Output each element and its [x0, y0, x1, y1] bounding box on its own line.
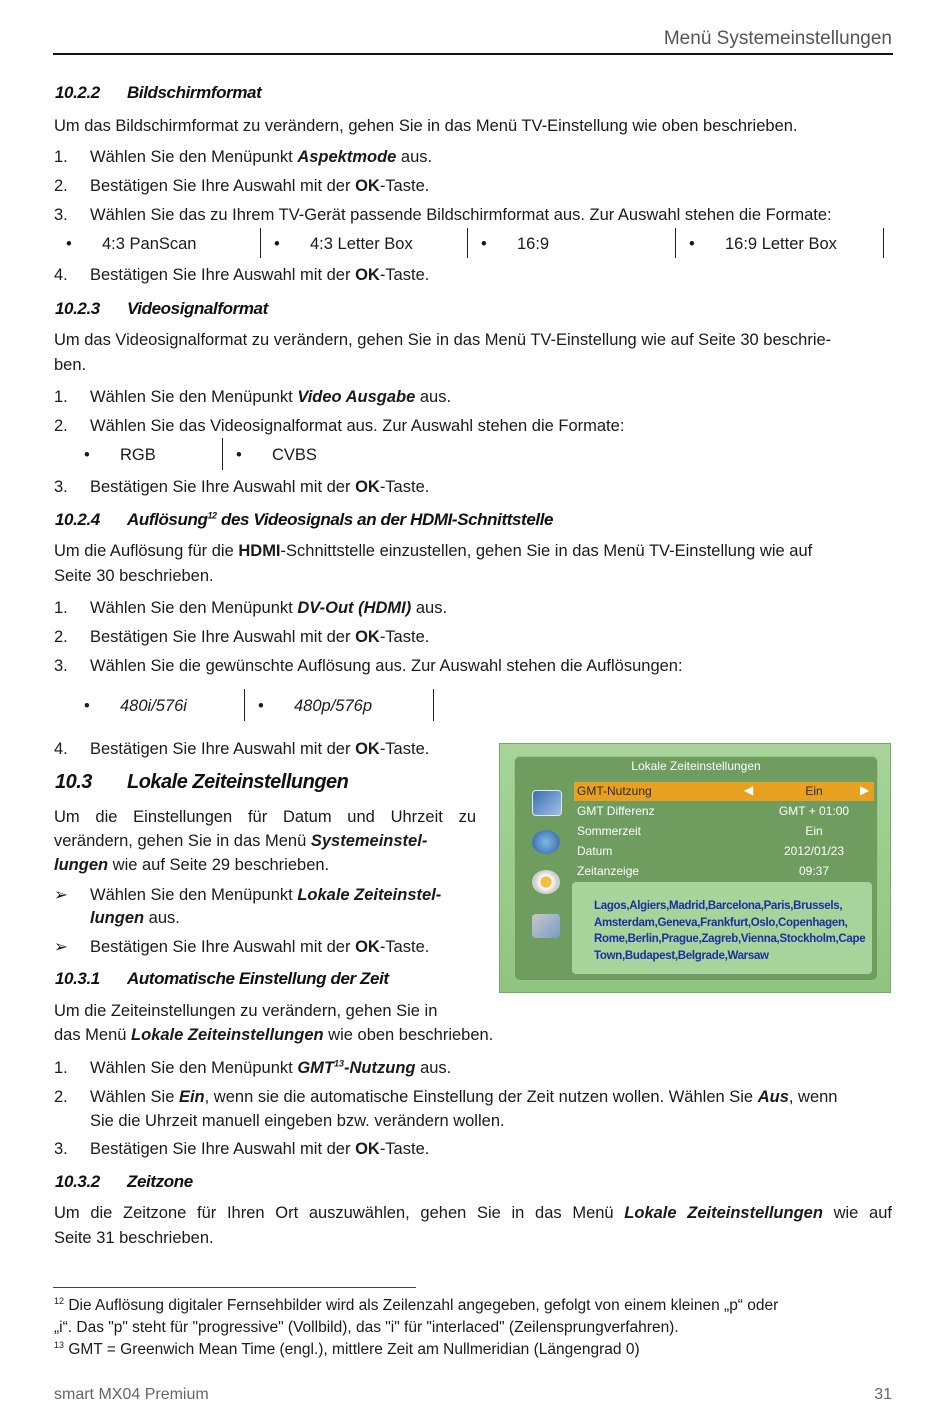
option-label: 480p/576p [294, 697, 372, 715]
header-rule [53, 53, 893, 55]
heading-10-2-2: 10.2.2 Bildschirmformat [55, 83, 262, 102]
globe-icon [532, 830, 560, 854]
tv-menu-screenshot [499, 743, 891, 993]
list-item: 3. Wählen Sie die gewünschte Auflösung aus. Zur Auswahl stehen die Auflösungen: [54, 657, 683, 675]
tv-menu-sidebar [524, 786, 568, 976]
tv-row-zeitanzeige: Zeitanzeige 09:37 [577, 864, 830, 878]
footnote-13: $^{13}$ GMT = Greenwich Mean Time (engl.), mittlere Zeit am Nullmeridian (Längengrad 0) [54, 1339, 640, 1358]
list-item: 2. Wählen Sie Ein, wenn sie die automatische Einstellung der Zeit nutzen wollen. Wählen Sie Aus, wenn [54, 1088, 838, 1106]
list-item: 1. Wählen Sie den Menüpunkt DV-Out (HDMI) aus. [54, 599, 448, 617]
tools-icon [532, 914, 560, 938]
signal-options: • RGB • CVBS [54, 438, 454, 470]
paragraph: Seite 30 beschrieben. [54, 567, 214, 585]
tv-cities-list: Lagos,Algiers,Madrid,Barcelona,Paris,Brussels, Amsterdam,Geneva,Frankfurt,Oslo,Copenhagen, Rome,Berlin,Prague,Zagreb,Vienna,Stockholm,Cape Town,Budapest,Belgrade,Warsaw [594, 900, 866, 962]
paragraph: das Menü Lokale Zeiteinstellungen wie oben beschrieben. [54, 1026, 494, 1044]
list-item: ➢ Bestätigen Sie Ihre Auswahl mit der OK-Taste. [54, 938, 430, 956]
list-item: 2. Wählen Sie das Videosignalformat aus. Zur Auswahl stehen die Formate: [54, 417, 625, 435]
gear-clock-icon [532, 870, 560, 894]
option-label: 16:9 Letter Box [725, 235, 837, 253]
paragraph: Um die Zeiteinstellungen zu verändern, gehen Sie in [54, 1002, 438, 1020]
list-item: 3. Bestätigen Sie Ihre Auswahl mit der OK-Taste. [54, 478, 430, 496]
divider [675, 228, 676, 258]
tv-row-gmt-nutzung: GMT-Nutzung ◀ Ein ▶ [574, 782, 874, 801]
page-number: 31 [874, 1386, 892, 1403]
option-label: CVBS [272, 446, 317, 464]
paragraph: Um die Zeitzone für Ihren Ort auszuwählen, gehen Sie in das Menü Lokale Zeiteinstellungen wie auf [54, 1204, 892, 1222]
divider [222, 438, 223, 470]
option-label: 480i/576i [120, 697, 187, 715]
paragraph: Um das Bildschirmformat zu verändern, gehen Sie in das Menü TV-Einstellung wie oben beschrieben. [54, 117, 798, 135]
heading-10-2-4: 10.2.4 Auflösung$^{12}$ des Videosignals an der HDMI-Schnittstelle [55, 510, 554, 529]
divider [883, 228, 884, 258]
paragraph: Um das Videosignalformat zu verändern, gehen Sie in das Menü TV-Einstellung wie auf Seite 30 beschrie- [54, 331, 832, 349]
list-item: Sie die Uhrzeit manuell eingeben bzw. verändern wollen. [90, 1112, 505, 1130]
paragraph: Seite 31 beschrieben. [54, 1229, 214, 1247]
option-label: 4:3 PanScan [102, 235, 197, 253]
option-label: 4:3 Letter Box [310, 235, 413, 253]
list-item: ➢ Wählen Sie den Menüpunkt Lokale Zeiteinstel- [54, 886, 442, 904]
paragraph: Um die Auflösung für die HDMI-Schnittstelle einzustellen, gehen Sie in das Menü TV-Einstellung wie auf [54, 542, 813, 560]
format-options: • 4:3 PanScan • 4:3 Letter Box • 16:9 • 16:9 Letter Box [54, 228, 894, 258]
list-item: 2. Bestätigen Sie Ihre Auswahl mit der OK-Taste. [54, 628, 430, 646]
tv-menu-title: Lokale Zeiteinstellungen [631, 759, 761, 773]
list-item: 4. Bestätigen Sie Ihre Auswahl mit der OK-Taste. [54, 266, 430, 284]
paragraph: lungen wie auf Seite 29 beschrieben. [54, 856, 330, 874]
heading-10-3-1: 10.3.1 Automatische Einstellung der Zeit [55, 969, 389, 988]
heading-10-3: 10.3 Lokale Zeiteinstellungen [55, 771, 349, 793]
paragraph: ben. [54, 356, 87, 374]
footnote-rule [53, 1287, 416, 1288]
option-label: 16:9 [517, 235, 550, 253]
footnote-12: $^{12}$ Die Auflösung digitaler Fernsehbilder wird als Zeilenzahl angegeben, gefolgt von einem kleinen „p“ oder [54, 1295, 779, 1314]
divider [467, 228, 468, 258]
list-item: 2. Bestätigen Sie Ihre Auswahl mit der OK-Taste. [54, 177, 430, 195]
paragraph: verändern, gehen Sie in das Menü Systemeinstel- [54, 832, 428, 850]
running-header: Menü Systemeinstellungen [663, 28, 892, 49]
tv-row-datum: Datum 2012/01/23 [577, 844, 845, 858]
resolution-options: • 480i/576i • 480p/576p [54, 689, 454, 721]
list-item: 4. Bestätigen Sie Ihre Auswahl mit der OK-Taste. [54, 740, 430, 758]
list-item: 1. Wählen Sie den Menüpunkt GMT$^{13}$-Nutzung aus. [54, 1058, 452, 1077]
heading-10-3-2: 10.3.2 Zeitzone [55, 1172, 193, 1191]
list-item: 3. Bestätigen Sie Ihre Auswahl mit der OK-Taste. [54, 1140, 430, 1158]
picture-icon [532, 790, 562, 816]
list-item: 1. Wählen Sie den Menüpunkt Video Ausgabe aus. [54, 388, 452, 406]
list-item: lungen aus. [90, 909, 180, 927]
tv-row-sommerzeit: Sommerzeit Ein [577, 824, 823, 838]
tv-menu-panel [514, 756, 878, 981]
footnote-12-cont: „i“. Das "p" steht für "progressive" (Vollbild), das "i" für "interlaced" (Zeilensprungverfahren). [54, 1319, 679, 1336]
divider [244, 689, 245, 721]
paragraph: Um die Einstellungen für Datum und Uhrzeit zu [54, 808, 476, 826]
list-item: 1. Wählen Sie den Menüpunkt Aspektmode aus. [54, 148, 433, 166]
heading-10-2-3: 10.2.3 Videosignalformat [55, 299, 268, 318]
option-label: RGB [120, 446, 156, 464]
divider [260, 228, 261, 258]
tv-row-gmt-differenz: GMT Differenz GMT + 01:00 [577, 804, 850, 818]
footer-product: smart MX04 Premium [54, 1386, 209, 1403]
divider [433, 689, 434, 721]
list-item: 3. Wählen Sie das zu Ihrem TV-Gerät passende Bildschirmformat aus. Zur Auswahl stehen die Formate: [54, 206, 832, 224]
